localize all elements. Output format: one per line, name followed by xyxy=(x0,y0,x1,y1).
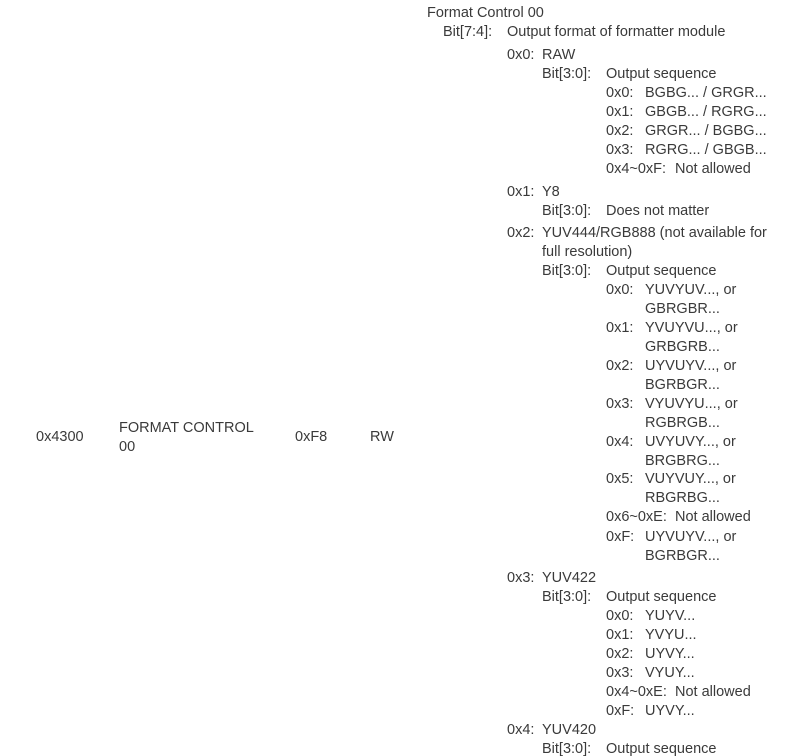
sequence-text-line2: RBGRBG... xyxy=(645,490,720,506)
sequence-text-line2: BGRBGR... xyxy=(645,548,720,564)
register-default-value: 0xF8 xyxy=(295,429,328,445)
sequence-text: BGBG... / GRGR... xyxy=(645,85,767,101)
format-code: 0x1: xyxy=(507,184,535,200)
sequence-text-line2: GBRGBR... xyxy=(645,301,720,317)
format-name-line2: full resolution) xyxy=(542,244,633,260)
sub-bit-label: Bit[3:0]: xyxy=(542,203,592,219)
sequence-text: GBGB... / RGRG... xyxy=(645,104,767,120)
clipped-bottom-line xyxy=(0,741,808,756)
sequence-text-line1: VUYVUY..., or xyxy=(645,471,736,487)
sequence-text: YVYU... xyxy=(645,627,697,643)
sequence-code: 0x4~0xE: xyxy=(606,684,667,700)
sub-bit-label: Bit[3:0]: xyxy=(542,741,592,756)
sub-bit-text: Output sequence xyxy=(606,589,717,605)
sub-bit-text: Output sequence xyxy=(606,66,717,82)
sequence-code: 0x3: xyxy=(606,396,634,412)
format-name: YUV422 xyxy=(542,570,597,586)
sub-bit-text: Output sequence xyxy=(606,741,717,756)
sequence-text: Not allowed xyxy=(675,161,751,177)
bit74-label: Bit[7:4]: xyxy=(443,24,493,40)
sequence-code: 0x3: xyxy=(606,665,634,681)
sequence-code: 0x0: xyxy=(606,282,634,298)
format-name: YUV420 xyxy=(542,722,597,738)
sequence-text-line2: RGBRGB... xyxy=(645,415,720,431)
sub-bit-label: Bit[3:0]: xyxy=(542,66,592,82)
sequence-text-line1: Not allowed xyxy=(675,509,751,525)
format-code: 0x2: xyxy=(507,225,535,241)
sequence-text-line1: UYVUYV..., or xyxy=(645,529,737,545)
sequence-code: 0xF: xyxy=(606,703,635,719)
sequence-text: Not allowed xyxy=(675,684,751,700)
sub-bit-label: Bit[3:0]: xyxy=(542,263,592,279)
sub-bit-text: Does not matter xyxy=(606,203,710,219)
format-name: RAW xyxy=(542,47,576,63)
format-code: 0x3: xyxy=(507,570,535,586)
register-address: 0x4300 xyxy=(36,429,84,445)
sequence-code: 0x4~0xF: xyxy=(606,161,667,177)
description-title: Format Control 00 xyxy=(427,5,544,21)
sequence-text: YUYV... xyxy=(645,608,696,624)
register-name-line2: 00 xyxy=(119,439,136,455)
sequence-code: 0x0: xyxy=(606,85,634,101)
sub-bit-text: Output sequence xyxy=(606,263,717,279)
sequence-code: 0x2: xyxy=(606,646,634,662)
sequence-code: 0x6~0xE: xyxy=(606,509,667,525)
register-access-type: RW xyxy=(370,429,394,445)
format-name-line1: YUV444/RGB888 (not available for xyxy=(542,225,767,241)
sequence-text-line2: GRBGRB... xyxy=(645,339,720,355)
sequence-code: 0x1: xyxy=(606,627,634,643)
sequence-code: 0x5: xyxy=(606,471,634,487)
sequence-code: 0x2: xyxy=(606,123,634,139)
sequence-code: 0x4: xyxy=(606,434,634,450)
sequence-text-line2: BRGBRG... xyxy=(645,453,720,469)
sequence-text-line2: BGRBGR... xyxy=(645,377,720,393)
sequence-text: UYVY... xyxy=(645,646,695,662)
sequence-text-line1: YUVYUV..., or xyxy=(645,282,737,298)
sequence-text-line1: UYVUYV..., or xyxy=(645,358,737,374)
sequence-text: VYUY... xyxy=(645,665,695,681)
sequence-code: 0x2: xyxy=(606,358,634,374)
sequence-text-line1: YVUYVU..., or xyxy=(645,320,738,336)
format-code: 0x0: xyxy=(507,47,535,63)
sequence-text-line1: VYUVYU..., or xyxy=(645,396,738,412)
sequence-code: 0x3: xyxy=(606,142,634,158)
sequence-text: RGRG... / GBGB... xyxy=(645,142,767,158)
register-name-line1: FORMAT CONTROL xyxy=(119,420,254,436)
sequence-code: 0x1: xyxy=(606,104,634,120)
format-name: Y8 xyxy=(542,184,560,200)
sequence-code: 0x0: xyxy=(606,608,634,624)
format-code: 0x4: xyxy=(507,722,535,738)
sub-bit-label: Bit[3:0]: xyxy=(542,589,592,605)
sequence-text-line1: UVYUVY..., or xyxy=(645,434,736,450)
sequence-text: GRGR... / BGBG... xyxy=(645,123,767,139)
sequence-text: UYVY... xyxy=(645,703,695,719)
bit74-text: Output format of formatter module xyxy=(507,24,726,40)
sequence-code: 0xF: xyxy=(606,529,635,545)
sequence-code: 0x1: xyxy=(606,320,634,336)
